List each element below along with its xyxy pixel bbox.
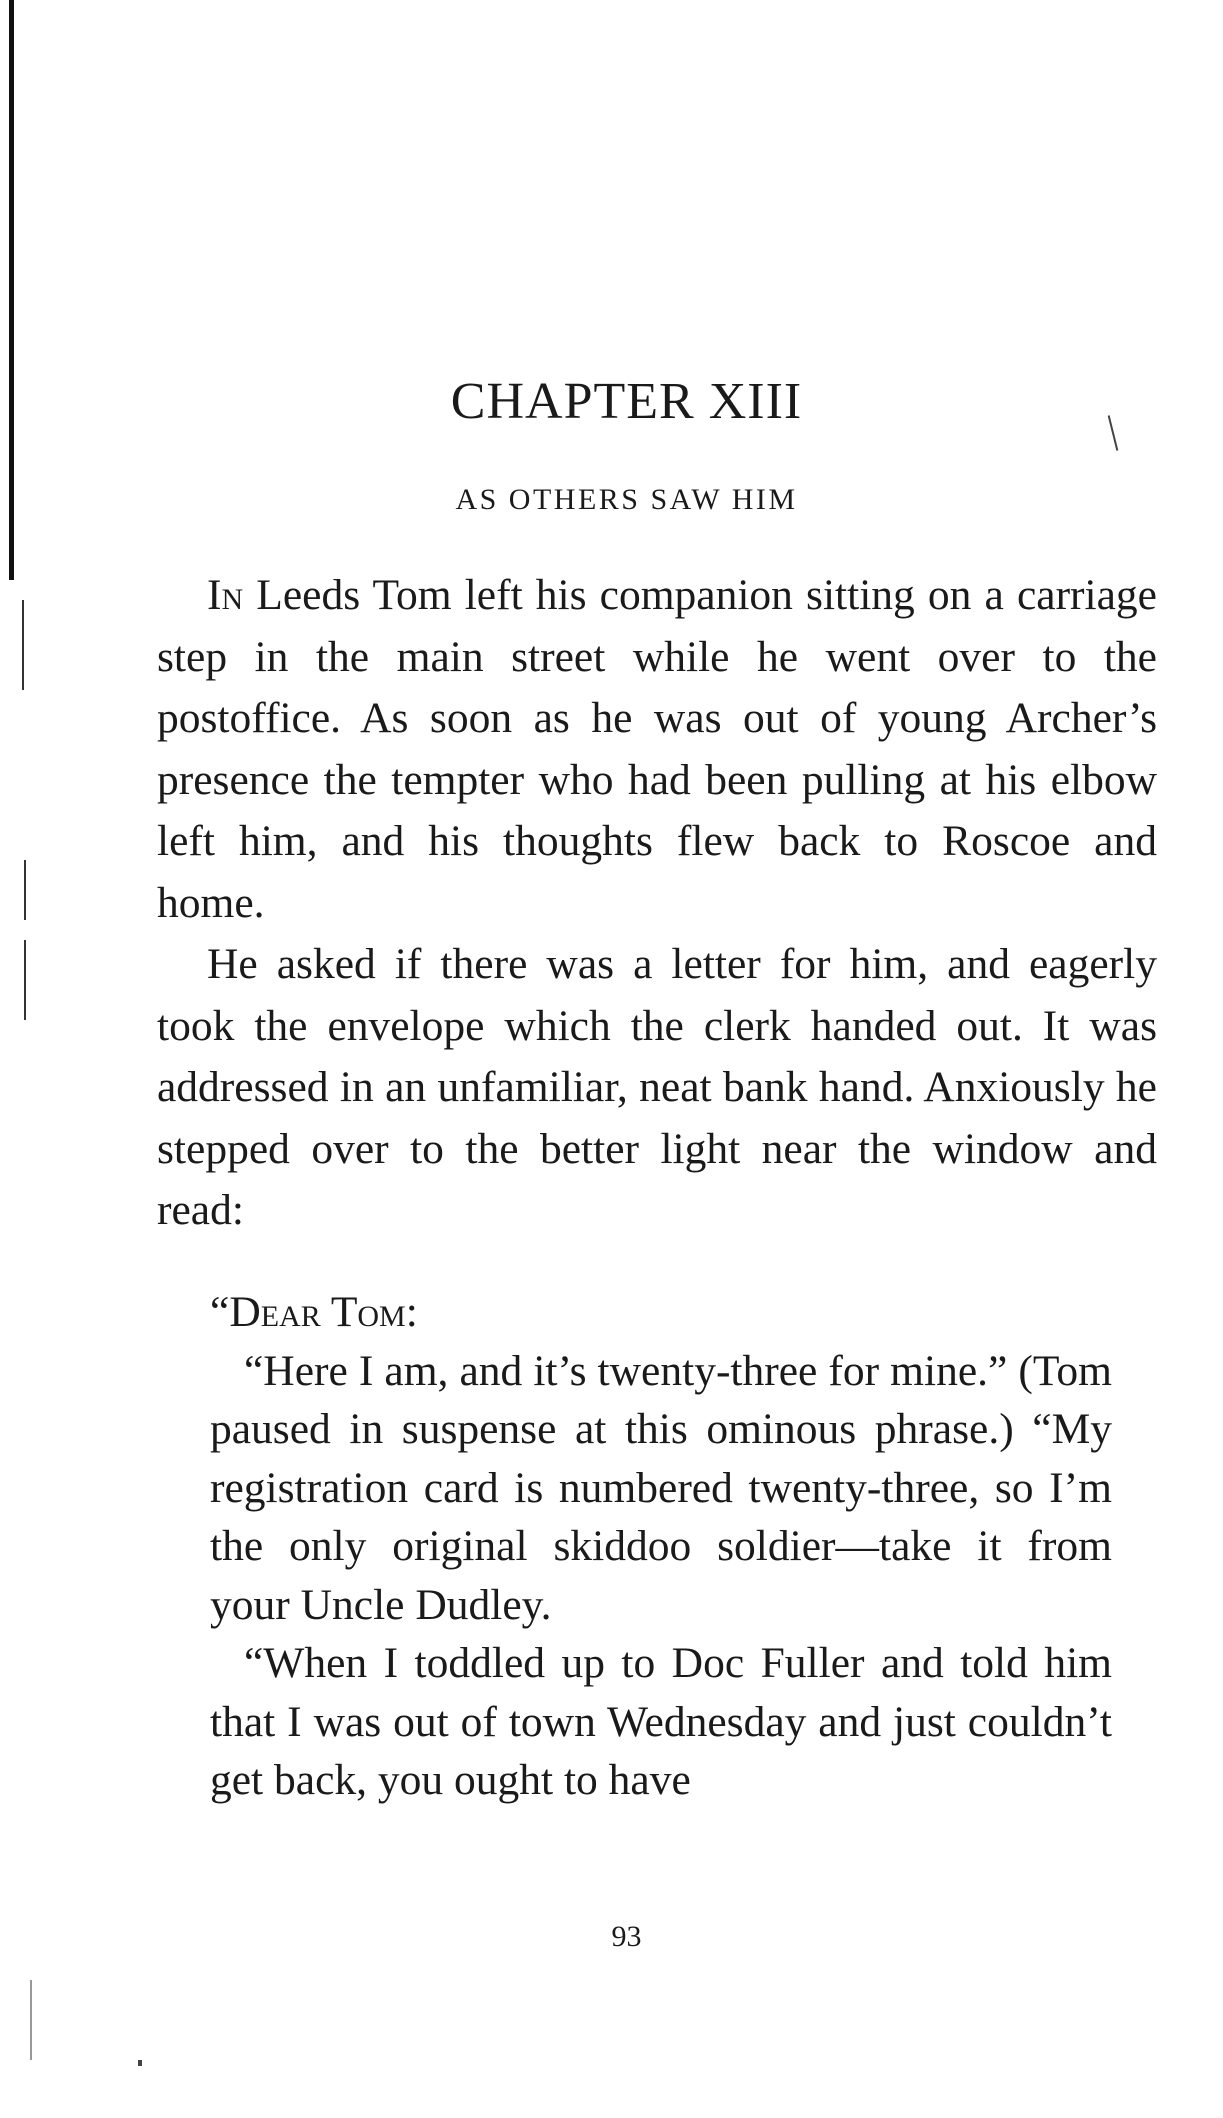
binding-edge-fragment: [24, 860, 26, 920]
binding-edge-fragment: [30, 1980, 32, 2060]
paragraph: He asked if there was a letter for him, and eagerly took the envelope which the clerk handed out. It was addressed in an unfamiliar, neat bank hand. Anxiously he stepped over to the better light near the window and read:: [157, 940, 1157, 1234]
letter-paragraph: “When I toddled up to Doc Fuller and told him that I was out of town Wednesday and just couldn’t get back, you ought to have: [210, 1639, 1112, 1804]
letter-text: [210, 1283, 1112, 1810]
chapter-subtitle: AS OTHERS SAW HIM: [455, 483, 798, 516]
letter-paragraph: “Here I am, and it’s twenty-three for mine.” (Tom paused in suspense at this ominous phrase.) “My registration card is numbered twenty-three, so I’m the only original skiddoo soldier—take it from your Uncle Dudley.: [210, 1346, 1112, 1629]
stray-dot: [138, 2060, 142, 2066]
salutation-colon: :: [405, 1288, 418, 1336]
binding-edge-fragment: [22, 600, 24, 690]
body-text: [157, 565, 1157, 1242]
paragraph-text: Leeds Tom left his companion sitting on a carriage step in the main street while he went over to the postoffice. As soon as he was out of young Archer’s presence the tempter who had been pulling at his elbow left him, and his thoughts flew back to Roscoe and home.: [157, 571, 1157, 927]
letter-salutation: [210, 1283, 1112, 1342]
salutation-name: Dear Tom: [229, 1288, 406, 1336]
paragraph-lead-word: In: [207, 571, 244, 619]
paragraph: [157, 565, 1157, 934]
binding-edge-fragment: [24, 940, 26, 1020]
page-number: 93: [611, 1920, 642, 1953]
chapter-title: CHAPTER XIII: [450, 373, 803, 430]
open-quote: “: [210, 1288, 230, 1336]
